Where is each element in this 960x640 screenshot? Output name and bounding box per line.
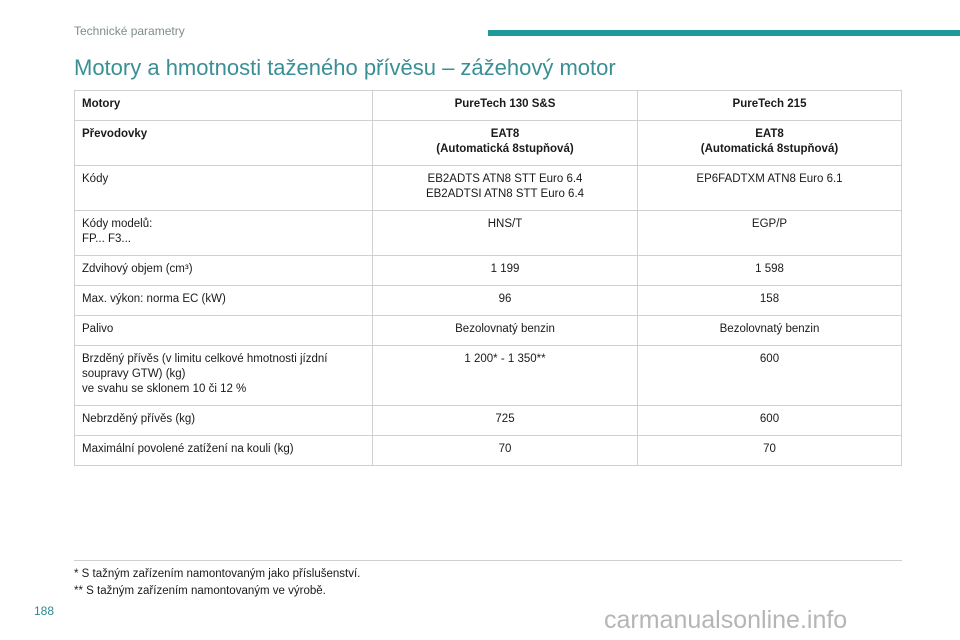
engine-specs-table (74, 90, 902, 466)
table-cell (373, 316, 638, 346)
cell-line: Nebrzděný přívěs (kg) (82, 413, 196, 425)
table-row (75, 286, 902, 316)
table-cell (373, 256, 638, 286)
table-header-row (75, 91, 902, 121)
section-title: Technické parametry (74, 24, 185, 38)
table-row (75, 121, 902, 166)
cell-line: EAT8 (490, 128, 520, 140)
table-cell (638, 286, 902, 316)
cell-line: 1 199 (490, 263, 520, 275)
cell-line: Bezolovnatý benzin (719, 323, 820, 335)
table-row (75, 256, 902, 286)
cell-line: 158 (759, 293, 780, 305)
cell-line: EB2ADTS ATN8 STT Euro 6.4 (427, 173, 583, 185)
table-cell (75, 436, 373, 466)
table-cell (373, 166, 638, 211)
cell-line: EAT8 (755, 128, 784, 140)
cell-line: 600 (759, 353, 780, 365)
cell-line: Brzděný přívěs (v limitu celkové hmotnosti jízdní (82, 353, 328, 365)
cell-line: 1 598 (755, 263, 784, 275)
table-cell (638, 256, 902, 286)
table-cell (75, 256, 373, 286)
table-cell (638, 166, 902, 211)
table-cell (75, 346, 373, 406)
cell-line: 96 (498, 293, 512, 305)
cell-line: 600 (759, 413, 780, 425)
table-cell (373, 346, 638, 406)
footnotes (74, 566, 360, 600)
table-cell (75, 166, 373, 211)
cell-line: Zdvihový objem (cm³) (82, 263, 193, 275)
table-cell (373, 406, 638, 436)
table-body (75, 121, 902, 466)
footnote: ** S tažným zařízením namontovaným ve výrobě. (74, 585, 326, 597)
cell-line: 1 200* - 1 350** (464, 353, 546, 365)
page-title: Motory a hmotnosti taženého přívěsu – zážehový motor (74, 55, 616, 80)
cell-line: Palivo (82, 323, 114, 335)
table-cell (638, 211, 902, 256)
cell-line: FP... F3... (82, 233, 131, 245)
table-cell (638, 121, 902, 166)
cell-line: Kódy modelů: (82, 218, 153, 230)
watermark-text: carmanualsonline.info (604, 606, 848, 634)
table-header-cell: Motory (75, 91, 373, 121)
table-cell (638, 436, 902, 466)
footnote: * S tažným zařízením namontovaným jako příslušenství. (74, 568, 361, 580)
cell-line: Maximální povolené zatížení na kouli (kg) (82, 443, 294, 455)
cell-line: Kódy (82, 173, 109, 185)
cell-line: 725 (495, 413, 515, 425)
cell-line: EGP/P (751, 218, 788, 230)
cell-line: Bezolovnatý benzin (455, 323, 555, 335)
table-cell (75, 286, 373, 316)
cell-line: ve svahu se sklonem 10 či 12 % (82, 383, 247, 395)
cell-line: 70 (498, 443, 512, 455)
cell-line: EP6FADTXM ATN8 Euro 6.1 (696, 173, 843, 185)
table-row (75, 211, 902, 256)
table-cell (638, 316, 902, 346)
table-cell (75, 121, 373, 166)
cell-line: 70 (763, 443, 776, 455)
table-cell (373, 211, 638, 256)
table-row (75, 316, 902, 346)
table-cell (75, 406, 373, 436)
table-row (75, 406, 902, 436)
table-row (75, 436, 902, 466)
table-cell (373, 121, 638, 166)
cell-line: EB2ADTSI ATN8 STT Euro 6.4 (425, 188, 585, 200)
table-cell (373, 286, 638, 316)
cell-line: HNS/T (487, 218, 523, 230)
table-cell (638, 346, 902, 406)
table-cell (75, 316, 373, 346)
footnote-divider (74, 560, 902, 561)
table-header-cell: PureTech 215 (638, 91, 902, 121)
table-cell (638, 406, 902, 436)
cell-line: (Automatická 8stupňová) (700, 143, 839, 155)
table-cell (75, 211, 373, 256)
cell-line: soupravy GTW) (kg) (82, 368, 186, 380)
table-cell (373, 436, 638, 466)
cell-line: Max. výkon: norma EC (kW) (82, 293, 226, 305)
table-row (75, 346, 902, 406)
cell-line: (Automatická 8stupňová) (436, 143, 574, 155)
section-accent-bar (488, 30, 960, 36)
table-header-cell: PureTech 130 S&S (373, 91, 638, 121)
table-row (75, 166, 902, 211)
page-number: 188 (34, 604, 55, 618)
cell-line: Převodovky (82, 128, 148, 140)
